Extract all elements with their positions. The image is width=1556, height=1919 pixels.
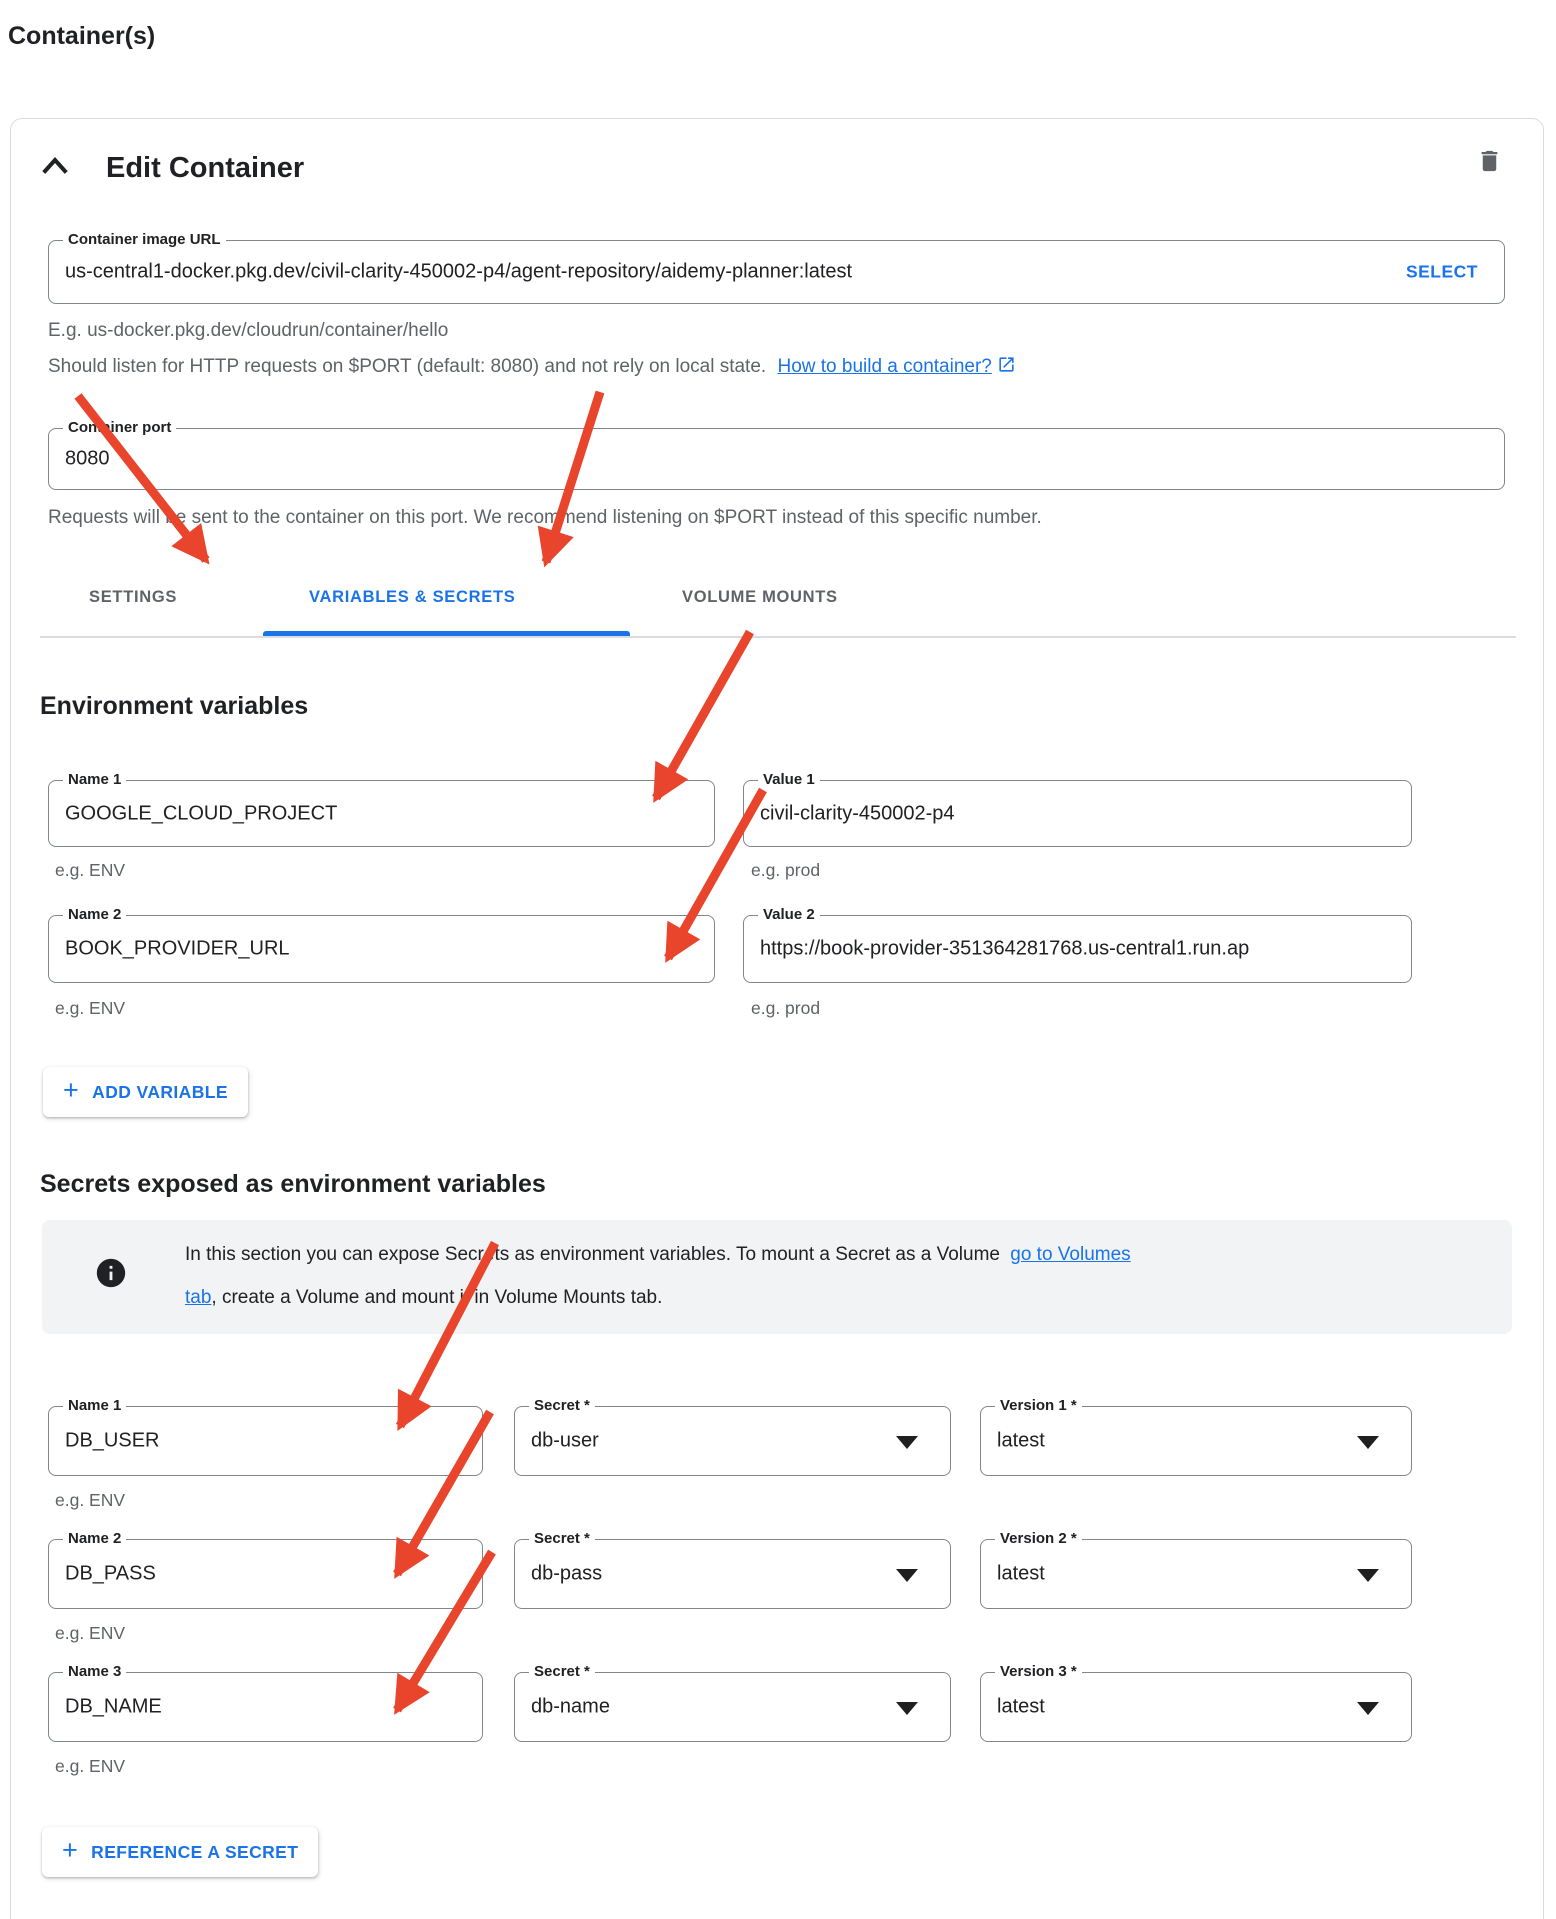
container-port-value[interactable]: 8080: [65, 447, 110, 470]
secret-select-3-value[interactable]: db-name: [531, 1695, 610, 1718]
reference-a-secret-button[interactable]: [42, 1827, 318, 1877]
tab-settings[interactable]: SETTINGS: [89, 588, 178, 606]
volumes-tab-link[interactable]: tab: [185, 1287, 212, 1308]
secrets-info-banner: [42, 1220, 1512, 1334]
caret-down-icon: [1357, 1569, 1379, 1582]
env-value-1-helper: e.g. prod: [751, 860, 821, 880]
version-select-2-label: Version 2 *: [995, 1529, 1082, 1549]
secret-name-2-value[interactable]: DB_PASS: [65, 1562, 156, 1585]
container-image-url-field[interactable]: [48, 231, 1505, 304]
container-image-url-label: Container image URL: [63, 230, 226, 250]
version-select-1[interactable]: [980, 1397, 1412, 1476]
env-name-1-value[interactable]: GOOGLE_CLOUD_PROJECT: [65, 802, 338, 824]
env-section-title: Environment variables: [40, 692, 309, 720]
env-value-1-label: Value 1: [758, 770, 820, 790]
tab-variables-secrets[interactable]: VARIABLES & SECRETS: [309, 588, 516, 606]
delete-container-button[interactable]: [1476, 146, 1514, 188]
env-name-2-label: Name 2: [63, 905, 126, 925]
secret-select-1-label: Secret *: [529, 1396, 595, 1416]
version-select-1-label: Version 1 *: [995, 1396, 1082, 1416]
secret-select-1[interactable]: [514, 1397, 951, 1476]
env-value-1-field[interactable]: [743, 771, 1412, 847]
env-name-2-field[interactable]: [48, 906, 715, 983]
page-title: Container(s): [8, 22, 156, 50]
plus-icon: +: [63, 1075, 80, 1105]
tabs-divider: [40, 636, 1516, 638]
version-select-3-value[interactable]: latest: [997, 1695, 1045, 1718]
secret-select-3[interactable]: [514, 1663, 951, 1742]
card-title: Edit Container: [106, 152, 305, 184]
go-to-volumes-link[interactable]: go to Volumes: [1010, 1244, 1131, 1265]
caret-down-icon: [1357, 1436, 1379, 1449]
caret-down-icon: [896, 1436, 918, 1449]
secret-name-1-label: Name 1: [63, 1396, 126, 1416]
caret-down-icon: [896, 1702, 918, 1715]
secret-name-1-helper: e.g. ENV: [55, 1490, 126, 1510]
secret-name-1-value[interactable]: DB_USER: [65, 1429, 160, 1452]
secret-select-2-value[interactable]: db-pass: [531, 1562, 603, 1585]
version-select-2[interactable]: [980, 1530, 1412, 1609]
secret-select-3-label: Secret *: [529, 1662, 595, 1682]
caret-down-icon: [1357, 1702, 1379, 1715]
add-variable-button[interactable]: [43, 1067, 248, 1117]
info-icon: [94, 1256, 128, 1290]
secret-name-2-label: Name 2: [63, 1529, 126, 1549]
env-value-2-field[interactable]: [743, 906, 1412, 983]
image-url-helper-example: E.g. us-docker.pkg.dev/cloudrun/container/hello: [48, 320, 449, 341]
port-helper: Requests will be sent to the container on this port. We recommend listening on $PORT instead of this specific number.: [48, 507, 1042, 528]
open-in-new-icon: [997, 355, 1016, 374]
chevron-up-icon: [40, 165, 70, 182]
env-value-2-label: Value 2: [758, 905, 820, 925]
env-name-1-helper: e.g. ENV: [55, 860, 126, 880]
secret-name-3-value[interactable]: DB_NAME: [65, 1695, 162, 1718]
trash-icon: [1476, 163, 1503, 180]
container-port-label: Container port: [63, 418, 176, 438]
version-select-2-value[interactable]: latest: [997, 1562, 1045, 1585]
env-name-2-helper: e.g. ENV: [55, 998, 126, 1018]
env-name-1-label: Name 1: [63, 770, 126, 790]
banner-line-1-text: In this section you can expose Secrets as environment variables. To mount a Secret as a Volume: [185, 1244, 1000, 1265]
secret-name-2-helper: e.g. ENV: [55, 1623, 126, 1643]
container-image-url-value[interactable]: us-central1-docker.pkg.dev/civil-clarity-450002-p4/agent-repository/aidemy-planner:latest: [65, 260, 853, 283]
image-url-helper-port: [48, 355, 1016, 378]
version-select-3-label: Version 3 *: [995, 1662, 1082, 1682]
banner-line-2-text: , create a Volume and mount it in Volume Mounts tab.: [211, 1287, 663, 1308]
version-select-3[interactable]: [980, 1663, 1412, 1742]
secret-select-1-value[interactable]: db-user: [531, 1429, 599, 1452]
secret-name-3-label: Name 3: [63, 1662, 126, 1682]
reference-a-secret-label: REFERENCE A SECRET: [91, 1841, 299, 1862]
secret-name-3-field[interactable]: [48, 1663, 483, 1742]
secrets-section-title: Secrets exposed as environment variables: [40, 1170, 546, 1198]
select-image-button[interactable]: SELECT: [1405, 261, 1478, 282]
secret-name-3-helper: e.g. ENV: [55, 1756, 126, 1776]
version-select-1-value[interactable]: latest: [997, 1429, 1045, 1452]
env-value-1-value[interactable]: civil-clarity-450002-p4: [760, 802, 955, 824]
add-variable-label: ADD VARIABLE: [92, 1081, 228, 1102]
banner-line-2: [185, 1287, 662, 1309]
secret-name-2-field[interactable]: [48, 1530, 483, 1609]
banner-line-1: [185, 1244, 1131, 1266]
secret-name-1-field[interactable]: [48, 1397, 483, 1476]
env-name-2-value[interactable]: BOOK_PROVIDER_URL: [65, 937, 290, 960]
tab-volume-mounts[interactable]: VOLUME MOUNTS: [682, 588, 838, 606]
collapse-button[interactable]: [40, 152, 76, 184]
how-to-build-link[interactable]: How to build a container?: [777, 356, 992, 377]
secret-select-2-label: Secret *: [529, 1529, 595, 1549]
plus-icon: +: [62, 1835, 79, 1865]
image-url-helper-text: Should listen for HTTP requests on $PORT (default: 8080) and not rely on local state.: [48, 356, 767, 377]
env-name-1-field[interactable]: [48, 771, 715, 847]
env-value-2-value[interactable]: https://book-provider-351364281768.us-central1.run.ap: [760, 937, 1250, 960]
container-port-field[interactable]: [48, 419, 1505, 490]
caret-down-icon: [896, 1569, 918, 1582]
secret-select-2[interactable]: [514, 1530, 951, 1609]
env-value-2-helper: e.g. prod: [751, 998, 821, 1018]
